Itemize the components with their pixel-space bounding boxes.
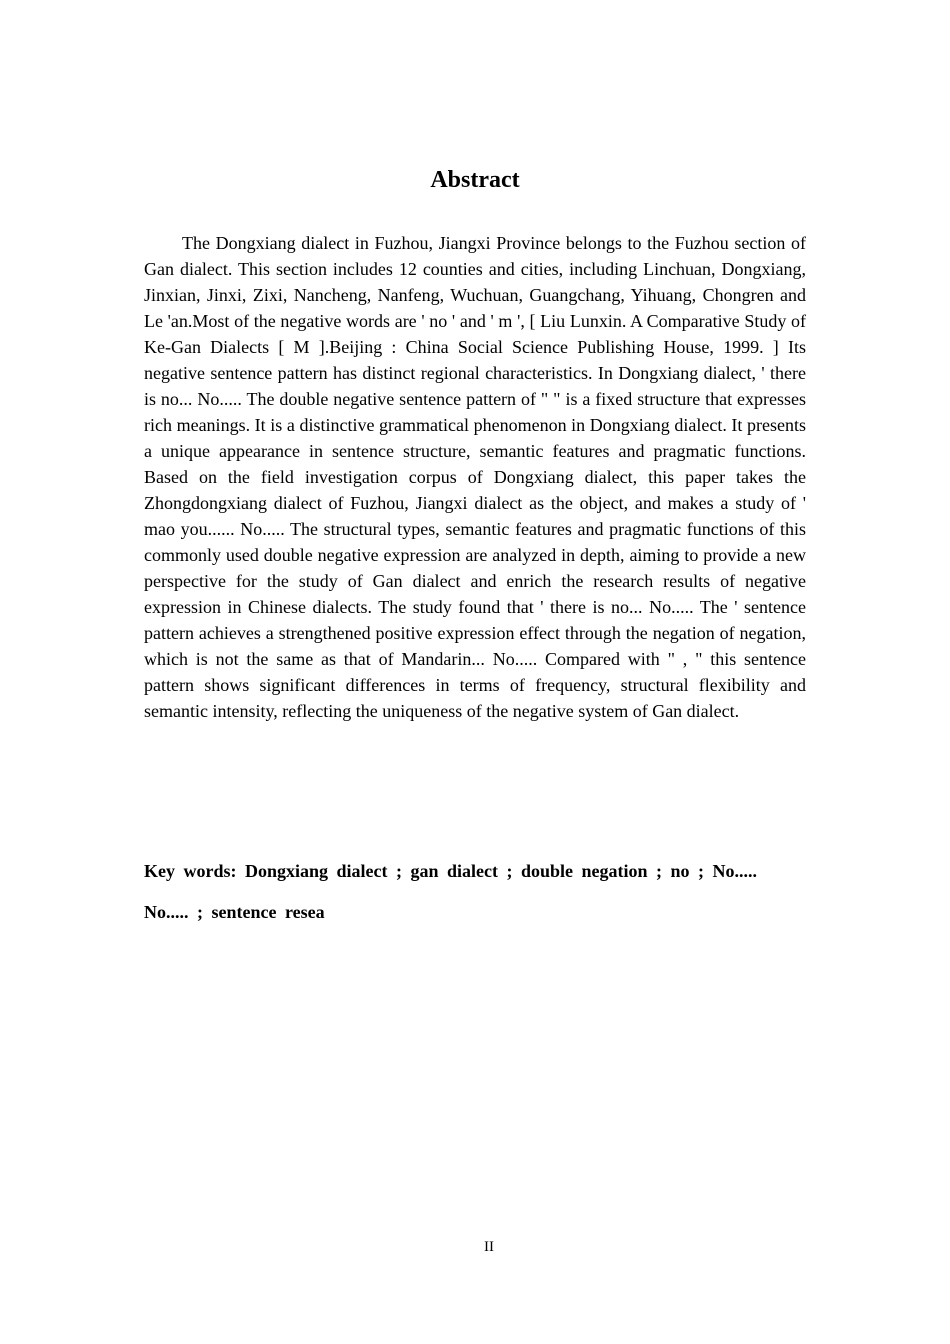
abstract-body: The Dongxiang dialect in Fuzhou, Jiangxi Province belongs to the Fuzhou section of Gan dialect. This section includes 12 counties and cities, including Linchuan, Dongxiang, Jinxian, Jinxi, Zixi, Nancheng, Nanfeng, Wuchuan, Guangchang, Yihuang, Chongren and Le 'an.Most of the negative words are ' no ' and ' m ', [ Liu Lunxin. A Comparative Study of Ke-Gan Dialects [ M ].Beijing : China Social Science Publishing House, 1999. ] Its negative sentence pattern has distinct regional characteristics. In Dongxiang dialect, ' there is no... No..... The double negative sentence pattern of " " is a fixed structure that expresses rich meanings. It is a distinctive grammatical phenomenon in Dongxiang dialect. It presents a unique appearance in sentence structure, semantic features and pragmatic functions. Based on the field investigation corpus of Dongxiang dialect, this paper takes the Zhongdongxiang dialect of Fuzhou, Jiangxi dialect as the object, and makes a study of ' mao you...... No..... The structural types, semantic features and pragmatic functions of this commonly used double negative expression are analyzed in depth, aiming to provide a new perspective for the study of Gan dialect and enrich the research results of negative expression in Chinese dialects. The study found that ' there is no... No..... The ' sentence pattern achieves a strengthened positive expression effect through the negation of negation, which is not the same as that of Mandarin... No..... Compared with " , " this sentence pattern shows significant differences in terms of frequency, structural flexibility and semantic intensity, reflecting the uniqueness of the negative system of Gan dialect.	[144, 233, 806, 721]
abstract-title: Abstract	[430, 167, 520, 193]
keywords: Key words: Dongxiang dialect ; gan dialect ; double negation ; no ; No..... No..... ; sentence resea	[144, 861, 758, 922]
page-number: II	[484, 1239, 494, 1255]
